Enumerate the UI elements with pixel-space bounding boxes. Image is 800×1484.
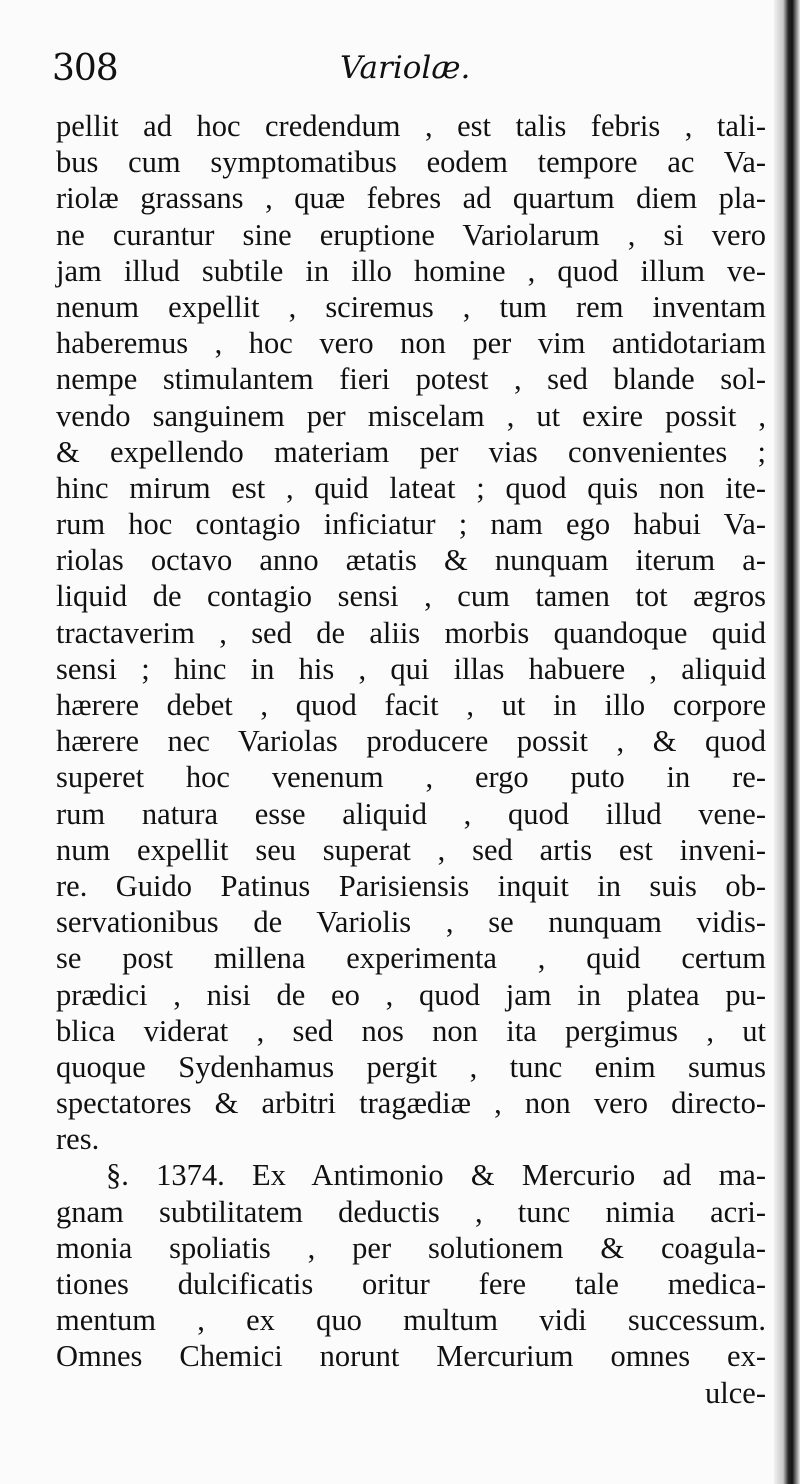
text-line: vendo sanguinem per miscelam , ut exire possit , [56,398,766,433]
text-line: monia spoliatis , per solutionem & coagula- [56,1230,766,1265]
text-line: rum natura esse aliquid , quod illud vene- [56,796,766,831]
text-line: liquid de contagio sensi , cum tamen tot ægros [56,579,766,614]
text-line: pellit ad hoc credendum , est talis febris , tali- [56,109,766,143]
text-line: tractaverim , sed de aliis morbis quandoque quid [56,615,766,650]
text-line: superet hoc venenum , ergo puto in re- [56,760,766,795]
running-head: Variolæ. [340,50,471,86]
text-line: hærere debet , quod facit , ut in illo corpore [56,688,766,722]
text-line: nenum expellit , sciremus , tum rem inventam [56,289,766,324]
text-line: prædici , nisi de eo , quod jam in platea pu- [56,977,766,1012]
text-line: re. Guido Patinus Parisiensis inquit in suis ob- [56,868,766,903]
text-line: hærere nec Variolas producere possit , & quod [56,724,766,759]
text-line: haberemus , hoc vero non per vim antidotariam [56,326,766,361]
text-line: gnam subtilitatem deductis , tunc nimia acri- [56,1194,766,1229]
text-line: Omnes Chemici norunt Mercurium omnes ex- [56,1339,766,1374]
text-line: num expellit seu superat , sed artis est inveni- [56,832,766,867]
text-line: quoque Sydenhamus pergit , tunc enim sumus [56,1049,766,1084]
text-line: se post millena experimenta , quid certum [56,941,766,976]
text-line: sensi ; hinc in his , qui illas habuere , aliquid [56,651,766,686]
text-line: tiones dulcificatis oritur fere tale medica- [56,1267,766,1301]
catchword: ulce- [705,1375,766,1410]
text-line: riolas octavo anno ætatis & nunquam iterum a- [56,543,766,578]
text-line: & expellendo materiam per vias convenientes ; [56,434,766,469]
page-number: 308 [52,48,118,89]
text-line: blica viderat , sed nos non ita pergimus , ut [56,1013,766,1048]
text-line: rum hoc contagio inficiatur ; nam ego habui Va- [56,507,766,542]
text-line: ne curantur sine eruptione Variolarum , si vero [56,217,766,252]
text-line: riolæ grassans , quæ febres ad quartum diem pla- [56,181,766,216]
text-line: jam illud subtile in illo homine , quod illum ve- [56,253,766,288]
text-line: res. [56,1122,100,1157]
text-line: mentum , ex quo multum vidi successum. [56,1303,766,1338]
text-line: bus cum symptomatibus eodem tempore ac Va- [56,145,766,180]
text-line: spectatores & arbitri tragædiæ , non vero directo- [56,1086,766,1121]
text-line: nempe stimulantem fieri potest , sed blande sol- [56,362,766,397]
page-header [52,48,752,98]
page-edge-shadow [774,0,800,1484]
text-line: servationibus de Variolis , se nunquam vidis- [56,905,766,940]
body-text [56,108,766,1411]
section-heading-line: §. 1374. Ex Antimonio & Mercurio ad ma- [106,1158,766,1193]
text-line: hinc mirum est , quid lateat ; quod quis non ite- [56,470,766,505]
